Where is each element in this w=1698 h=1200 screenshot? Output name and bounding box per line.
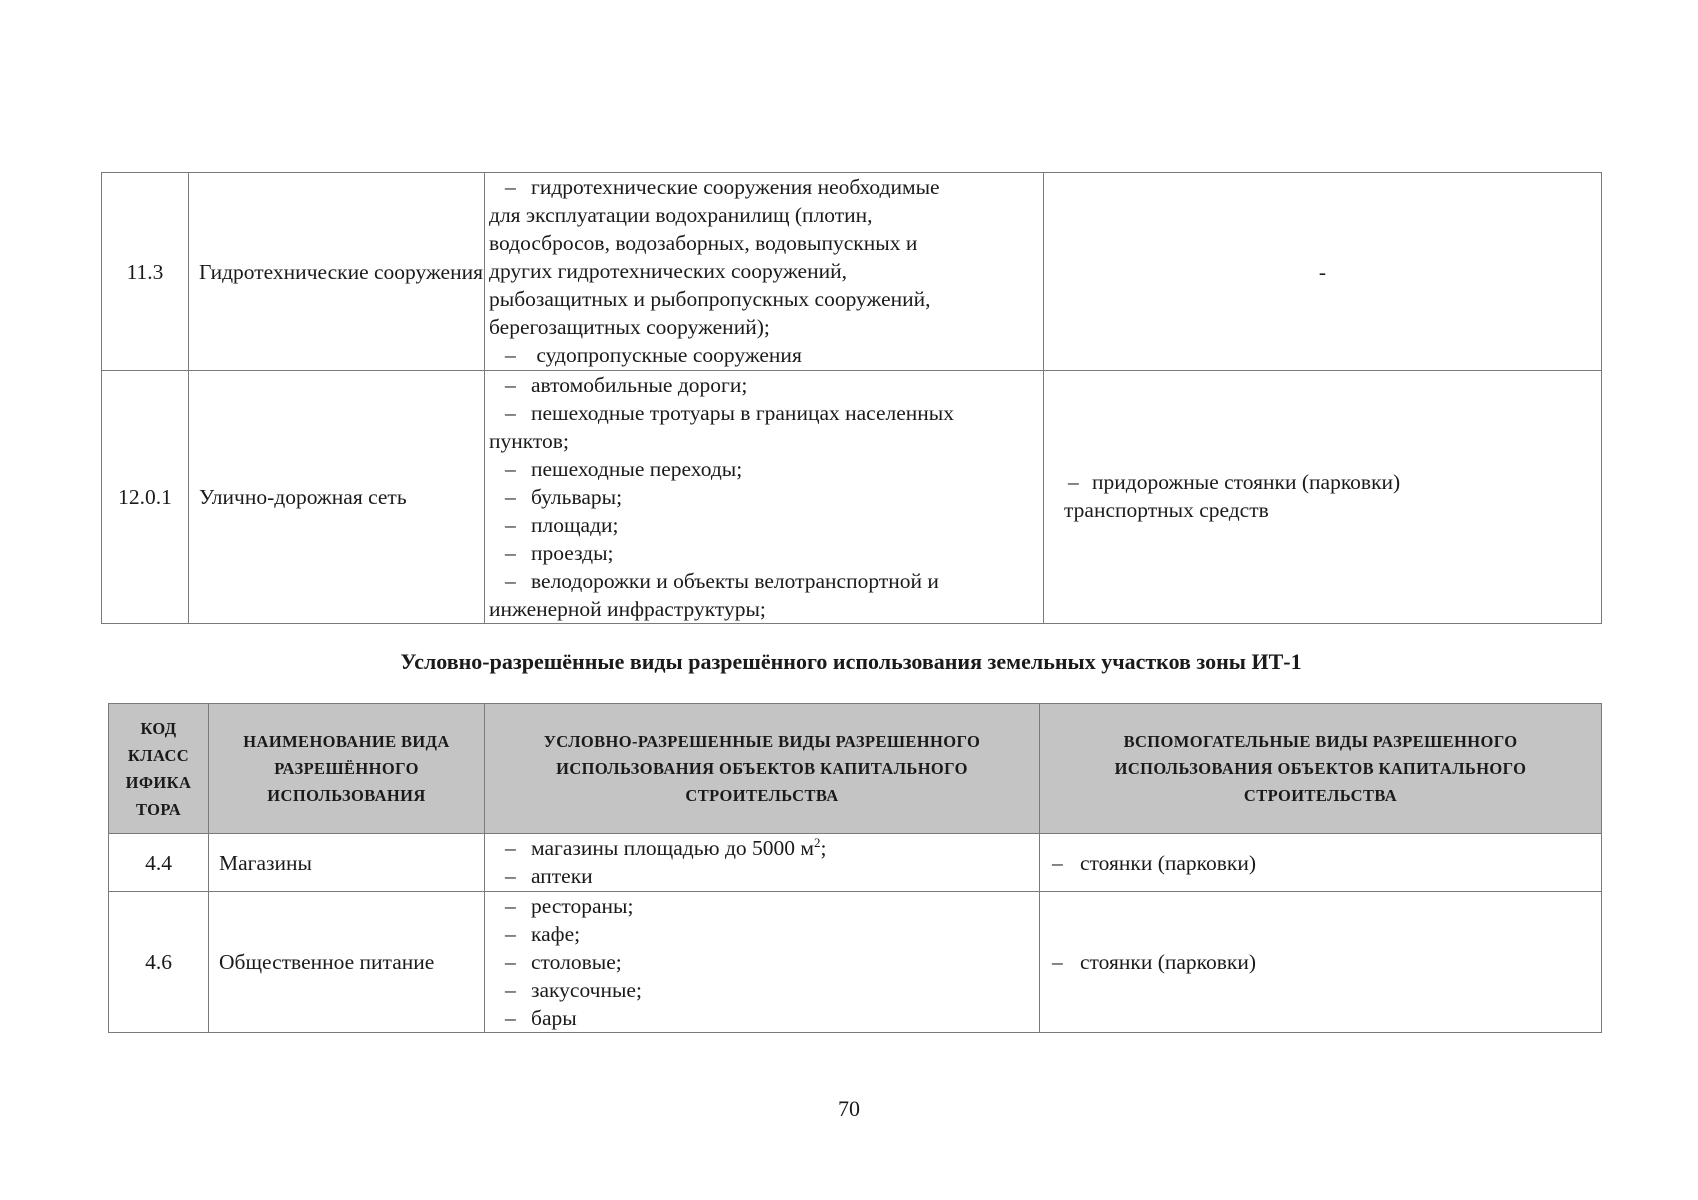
permitted-uses-table: [101, 172, 1602, 624]
list-item: – рестораны;: [505, 894, 634, 918]
list-item-continuation: берегозащитных сооружений);: [489, 315, 770, 339]
use-name-cell: Общественное питание: [209, 892, 485, 1033]
list-item-continuation: транспортных средств: [1064, 498, 1269, 522]
auxiliary-uses-cell: [1040, 892, 1602, 1033]
list-item-continuation: пунктов;: [489, 429, 569, 453]
list-item: – пешеходные тротуары в границах населенных: [505, 401, 954, 425]
classifier-code-cell: 11.3: [102, 173, 189, 371]
table-row: [102, 173, 1602, 371]
column-header-name: НАИМЕНОВАНИЕ ВИДА РАЗРЕШЁННОГО ИСПОЛЬЗОВАНИЯ: [209, 704, 485, 834]
list-item: – стоянки (парковки): [1052, 950, 1257, 974]
list-item: – проезды;: [505, 541, 614, 565]
main-uses-cell: [485, 371, 1044, 624]
list-item: – автомобильные дороги;: [505, 373, 748, 397]
use-name-cell: Магазины: [209, 834, 485, 892]
list-item: – магазины площадью до 5000 $м^2$;: [505, 834, 827, 860]
list-item: – столовые;: [505, 950, 622, 974]
auxiliary-uses-cell: -: [1044, 173, 1602, 371]
classifier-code-cell: 12.0.1: [102, 371, 189, 624]
list-item: – закусочные;: [505, 978, 642, 1002]
auxiliary-uses-cell: [1040, 834, 1602, 892]
use-name-cell: Гидротехнические сооружения: [189, 173, 485, 371]
table-row: [109, 892, 1602, 1033]
list-item: – стоянки (парковки): [1052, 850, 1257, 875]
list-item: – велодорожки и объекты велотранспортной и: [505, 569, 939, 593]
list-item: – аптеки: [505, 864, 593, 888]
list-item: – судопропускные сооружения: [505, 343, 802, 367]
table-row: [109, 834, 1602, 892]
list-item: – пешеходные переходы;: [505, 457, 743, 481]
list-item-continuation: водосбросов, водозаборных, водовыпускных и: [489, 231, 918, 255]
column-header-conditional-uses: УСЛОВНО-РАЗРЕШЕННЫЕ ВИДЫ РАЗРЕШЕННОГО ИСПОЛЬЗОВАНИЯ ОБЪЕКТОВ КАПИТАЛЬНОГО СТРОИТЕЛЬСТВА: [485, 704, 1040, 834]
list-item-continuation: других гидротехнических сооружений,: [489, 259, 847, 283]
column-header-auxiliary-uses: ВСПОМОГАТЕЛЬНЫЕ ВИДЫ РАЗРЕШЕННОГО ИСПОЛЬЗОВАНИЯ ОБЪЕКТОВ КАПИТАЛЬНОГО СТРОИТЕЛЬСТВА: [1040, 704, 1602, 834]
use-name-cell: Улично-дорожная сеть: [189, 371, 485, 624]
list-item: – гидротехнические сооружения необходимые: [505, 175, 940, 199]
list-item: – придорожные стоянки (парковки): [1068, 470, 1401, 494]
main-uses-cell: [485, 173, 1044, 371]
list-item: – площади;: [505, 513, 619, 537]
list-item: – кафе;: [505, 922, 581, 946]
classifier-code-cell: 4.6: [109, 892, 209, 1033]
auxiliary-uses-cell: [1044, 371, 1602, 624]
list-item: – бары: [505, 1006, 577, 1030]
table-header-row: [109, 704, 1602, 834]
list-item-continuation: для эксплуатации водохранилищ (плотин,: [489, 203, 873, 227]
list-item-continuation: инженерной инфраструктуры;: [489, 597, 766, 621]
list-item: – бульвары;: [505, 485, 623, 509]
conditional-uses-cell: [485, 892, 1040, 1033]
conditional-uses-table: [108, 703, 1602, 1033]
classifier-code-cell: 4.4: [109, 834, 209, 892]
conditional-uses-cell: [485, 834, 1040, 892]
table-row: [102, 371, 1602, 624]
column-header-code: КОД КЛАСС ИФИКА ТОРА: [109, 704, 209, 834]
list-item-continuation: рыбозащитных и рыбопропускных сооружений,: [489, 287, 931, 311]
section-heading: Условно-разрешённые виды разрешённого использования земельных участков зоны ИТ-1: [400, 649, 1302, 674]
page-number: 70: [838, 1096, 860, 1121]
